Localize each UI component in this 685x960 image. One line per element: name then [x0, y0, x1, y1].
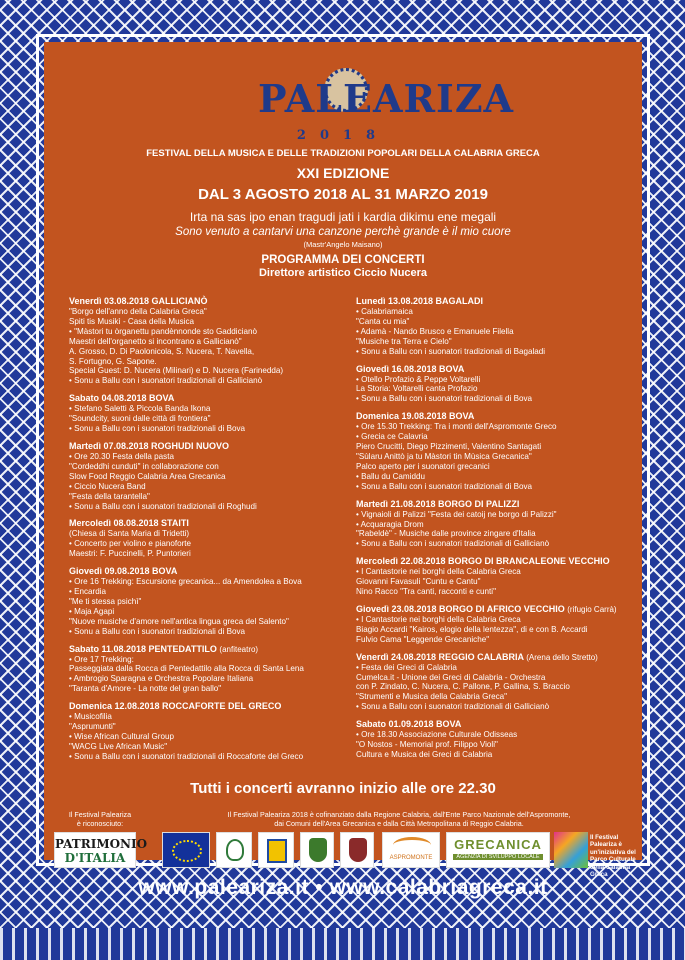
- event-detail-line: "Strumenti e Musica della Calabria Greca": [356, 692, 508, 702]
- festival-name: FESTIVAL DELLA MUSICA E DELLE TRADIZIONI POPOLARI DELLA CALABRIA GRECA: [146, 148, 540, 159]
- recognition-line-2: è riconosciuto:: [76, 819, 124, 828]
- event-detail-line: • Ambrogio Sparagna e Orchestra Popolare Italiana: [69, 674, 254, 684]
- concert-event: [69, 701, 334, 762]
- event-date-venue: Venerdì 24.08.2018 REGGIO CALABRIA (Arena dello Stretto): [356, 651, 598, 662]
- event-detail-line: • Sonu a Ballu con i suonatori tradizionali di Roccaforte del Greco: [69, 751, 304, 761]
- event-detail-line: "Nuove musiche d'amore nell'antica lingua greca del Salento": [69, 616, 289, 626]
- recognition-note: [50, 810, 150, 828]
- event-detail-line: A. Grosso, D. Di Paolonicola, S. Nucera, T. Navella,: [69, 346, 255, 356]
- event-detail-line: Cumelca.it - Unione dei Greci di Calabria - Orchestra: [356, 672, 546, 682]
- event-detail-line: • Vignaioli di Palizzi "Festa dei catoij ne borgo di Palizzi": [356, 509, 557, 519]
- cofinance-line-1: Il Festival Paleariza 2018 è cofinanziato dalla Regione Calabria, dall'Ente Parco Nazionale dell'Aspromonte,: [227, 810, 571, 819]
- event-detail-line: "Musiche tra Terra e Cielo": [356, 336, 452, 346]
- start-time-notice: Tutti i concerti avranno inizio alle ore 22.30: [190, 780, 496, 797]
- parco-culturale-note: Il Festival Paleariza è un'iniziativa del Parco Culturale della Calabria Greca: [590, 834, 636, 879]
- event-detail-line: • Sonu a Ballu con i suonatori tradizionali di Bova: [356, 394, 533, 404]
- edition-title: XXI EDIZIONE: [296, 165, 390, 181]
- grecanica-logo: [446, 832, 550, 868]
- event-detail-line: • Sonu a Ballu con i suonatori tradizionali di Gallicianò: [69, 376, 263, 386]
- event-detail-line: Palco aperto per i suonatori grecanici: [356, 461, 490, 471]
- event-detail-line: "WACG Live African Music": [69, 741, 168, 751]
- patrimonio-text: PATRIMONIO: [55, 837, 148, 851]
- event-date-venue: Martedì 21.08.2018 BORGO DI PALIZZI: [356, 498, 520, 509]
- event-detail-line: "Sùlaru Anittò ja tu Màstori tin Mùsica Grecanica": [356, 451, 532, 461]
- event-detail-line: • Calabriamaica: [356, 307, 413, 316]
- concert-event: [356, 411, 626, 491]
- concert-event: [69, 644, 334, 695]
- concert-event: [356, 652, 626, 713]
- event-detail-line: • Grecia ce Calavria: [356, 432, 428, 442]
- event-detail-line: Piero Crucitti, Diego Pizzimenti, Valentino Santagati: [356, 442, 542, 452]
- event-detail-line: "O Nostos - Memorial prof. Filippo Violi": [356, 740, 498, 750]
- event-date-venue: Lunedì 13.08.2018 BAGALADI: [356, 296, 484, 306]
- event-detail-line: • Wise African Cultural Group: [69, 732, 174, 741]
- event-detail-line: • Ore 18.30 Associazione Culturale Odisseas: [356, 730, 518, 740]
- event-detail-line: "Asprumunti": [69, 722, 116, 732]
- event-detail-line: "Rabeldè" - Musiche dalle province zingare d'Italia: [356, 529, 536, 539]
- event-detail-line: Passeggiata dalla Rocca di Pentedattilo alla Rocca di Santa Lena: [69, 664, 304, 674]
- cofinance-line-2: dai Comuni dell'Area Grecanica e dalla Città Metropolitana di Reggio Calabria.: [274, 819, 524, 828]
- concert-event: [356, 296, 626, 357]
- event-date-venue: Domenica 12.08.2018 ROCCAFORTE DEL GRECO: [69, 701, 282, 712]
- event-detail-line: • Otello Profazio & Peppe Voltarelli: [356, 374, 481, 384]
- event-detail-line: "Soundcity, suoni dalle città di frontiera": [69, 414, 211, 424]
- event-detail-line: • Acquaragia Drom: [356, 519, 424, 529]
- event-detail-line: S. Fortugno, G. Sapone.: [69, 356, 157, 366]
- parco-culturale-logo-icon: [554, 832, 588, 868]
- event-detail-line: • Ciccio Nucera Band: [69, 481, 146, 491]
- event-detail-line: • Ballu du Camiddu: [356, 471, 425, 481]
- event-date-venue: Mercoledì 22.08.2018 BORGO DI BRANCALEONE VECCHIO: [356, 556, 610, 567]
- event-detail-line: Giovanni Favasuli "Cuntu e Cantu": [356, 577, 481, 587]
- event-detail-line: • Sonu a Ballu con i suonatori tradizionali di Bova: [69, 424, 246, 434]
- event-detail-line: • Sonu a Ballu con i suonatori tradizionali di Bagaladi: [356, 346, 546, 356]
- event-detail-line: "Me ti stessa psichì": [69, 596, 142, 606]
- event-venue-detail: (anfiteatro): [219, 644, 259, 654]
- event-detail-line: • Musicofilia: [69, 712, 112, 722]
- italian-republic-emblem-icon: [216, 832, 252, 868]
- event-detail-line: • Ore 17 Trekking:: [69, 654, 134, 664]
- patrimonio-italia-logo: [54, 832, 148, 868]
- event-detail-line: "Taranta d'Amore - La notte del gran ballo": [69, 684, 222, 694]
- concert-event: [69, 566, 334, 636]
- program-title: PROGRAMMA DEI CONCERTI: [261, 254, 425, 266]
- event-venue-detail: (Arena dello Stretto): [526, 652, 598, 662]
- event-detail-line: • "Màstori tu òrganettu pandènnonde sto Gaddicianò: [69, 326, 257, 336]
- event-date-venue: Mercoledì 08.08.2018 STAITI: [69, 518, 189, 529]
- sponsor-logos: [52, 832, 636, 879]
- event-detail-line: • Concerto per violino e pianoforte: [69, 539, 192, 549]
- event-venue-detail: (rifugio Carrà): [567, 604, 617, 614]
- event-date-venue: Giovedì 23.08.2018 BORGO DI AFRICO VECCHIO (rifugio Carrà): [356, 603, 617, 614]
- event-detail-line: "Canta cu mia": [356, 316, 410, 326]
- event-detail-line: (Chiesa di Santa Maria di Tridetti): [69, 529, 190, 539]
- concert-event: [356, 499, 626, 550]
- concert-event: [356, 556, 626, 597]
- event-detail-line: "Festa della tarantella": [69, 491, 150, 501]
- event-date-venue: Domenica 19.08.2018 BOVA: [356, 411, 475, 422]
- event-detail-line: "Borgo dell'anno della Calabria Greca": [69, 307, 207, 316]
- event-detail-line: • Maja Agapi: [69, 606, 115, 616]
- event-detail-line: Nino Racco "Tra canti, racconti e cunti": [356, 587, 496, 597]
- event-detail-line: Slow Food Reggio Calabria Area Grecanica: [69, 471, 226, 481]
- artistic-director: Direttore artistico Ciccio Nucera: [258, 267, 428, 279]
- event-detail-line: • Sonu a Ballu con i suonatori tradizionali di Gallicianò: [356, 702, 550, 712]
- event-date-venue: Sabato 11.08.2018 PENTEDATTILO (anfiteatro): [69, 643, 259, 654]
- cofinance-note: [164, 810, 634, 828]
- event-date-venue: Venerdì 03.08.2018 GALLICIANÒ: [69, 296, 208, 306]
- motto-author: (Mastr'Angelo Maisano): [303, 240, 383, 249]
- event-detail-line: • Sonu a Ballu con i suonatori tradizionali di Roghudi: [69, 501, 257, 511]
- poster-panel: [44, 42, 642, 899]
- concert-event: [69, 518, 334, 559]
- concert-event: [356, 719, 626, 760]
- event-detail-line: Maestri: F. Puccinelli, P. Puntorieri: [69, 549, 191, 559]
- italia-text: D'ITALIA: [64, 851, 126, 865]
- program-column-left: [69, 296, 334, 769]
- concert-event: [356, 364, 626, 405]
- grecanica-subtitle: AGENZIA DI SVILUPPO LOCALE: [453, 854, 543, 860]
- event-date-venue: Giovedì 16.08.2018 BOVA: [356, 363, 465, 374]
- logo-text: PALEARIZA: [258, 76, 515, 121]
- event-detail-line: • Festa dei Greci di Calabria: [356, 662, 457, 672]
- event-detail-line: • Sonu a Ballu con i suonatori tradizionali di Gallicianò: [356, 539, 550, 549]
- concert-event: [356, 604, 626, 645]
- event-detail-line: La Storia: Voltarelli canta Profazio: [356, 384, 478, 394]
- recognition-line-1: Il Festival Paleariza: [68, 810, 132, 819]
- program-column-right: [356, 296, 626, 767]
- event-detail-line: • I Cantastorie nei borghi della Calabria Greca: [356, 567, 521, 577]
- greek-motto: Irta na sas ipo enan tragudi jati i kardia dikimu ene megali: [189, 210, 497, 224]
- aspromonte-park-logo: [382, 832, 440, 868]
- citta-metropolitana-emblem-icon: [340, 832, 374, 868]
- event-detail-line: Maestri dell'organetto si incontrano a Gallicianò": [69, 336, 242, 346]
- event-detail-line: Spiti tis Musikì - Casa della Musica: [69, 316, 195, 326]
- parco-aspromonte-emblem-icon: [300, 832, 334, 868]
- event-detail-line: Fulvio Cama "Leggende Grecaniche": [356, 634, 490, 644]
- event-detail-line: • Encardia: [69, 587, 107, 597]
- event-date-venue: Martedì 07.08.2018 ROGHUDI NUOVO: [69, 440, 230, 451]
- website-links[interactable]: www.paleariza.it • www.calabriagreca.it: [138, 876, 548, 899]
- event-detail-line: Biagio Accardi "Kairos, elogio della lentezza", di e con B. Accardi: [356, 624, 588, 634]
- event-detail-line: • Ore 15.30 Trekking: Tra i monti dell'Aspromonte Greco: [356, 422, 557, 432]
- aspromonte-label: ASPROMONTE: [389, 855, 433, 861]
- event-detail-line: • Ore 20.30 Festa della pasta: [69, 451, 174, 461]
- event-detail-line: • Adamà - Nando Brusco e Emanuele Filella: [356, 326, 514, 336]
- event-date-venue: Sabato 01.09.2018 BOVA: [356, 719, 462, 730]
- event-detail-line: "Cordeddhi cunduti" in collaborazione con: [69, 461, 219, 471]
- concert-event: [69, 441, 334, 511]
- festival-dates: DAL 3 AGOSTO 2018 AL 31 MARZO 2019: [198, 186, 488, 203]
- regione-calabria-emblem-icon: [258, 832, 294, 868]
- eu-flag-icon: [162, 832, 210, 868]
- event-date-venue: Sabato 04.08.2018 BOVA: [69, 393, 175, 404]
- event-detail-line: • Stefano Saletti & Piccola Banda Ikona: [69, 404, 211, 414]
- event-detail-line: Special Guest: D. Nucera (Milinari) e D. Nucera (Farinedda): [69, 366, 284, 376]
- bottom-pattern-band: [0, 928, 685, 960]
- event-detail-line: con P. Zindato, C. Nucera, C. Pallone, P. Gallina, S. Braccio: [356, 682, 570, 692]
- concert-event: [69, 296, 334, 386]
- event-detail-line: Cultura e Musica dei Greci di Calabria: [356, 750, 493, 759]
- event-detail-line: • Ore 16 Trekking: Escursione grecanica... da Amendolea a Bova: [69, 577, 302, 587]
- event-detail-line: • Sonu a Ballu con i suonatori tradizionali di Bova: [69, 626, 246, 636]
- grecanica-name: GRECANICA: [454, 837, 542, 852]
- concert-event: [69, 393, 334, 434]
- event-detail-line: • Sonu a Ballu con i suonatori tradizionali di Bova: [356, 481, 533, 491]
- logo-year: 2018: [296, 128, 390, 143]
- event-date-venue: Giovedì 09.08.2018 BOVA: [69, 566, 178, 577]
- event-detail-line: • I Cantastorie nei borghi della Calabria Greca: [356, 614, 521, 624]
- italian-motto: Sono venuto a cantarvi una canzone perchè grande è il mio cuore: [175, 226, 511, 238]
